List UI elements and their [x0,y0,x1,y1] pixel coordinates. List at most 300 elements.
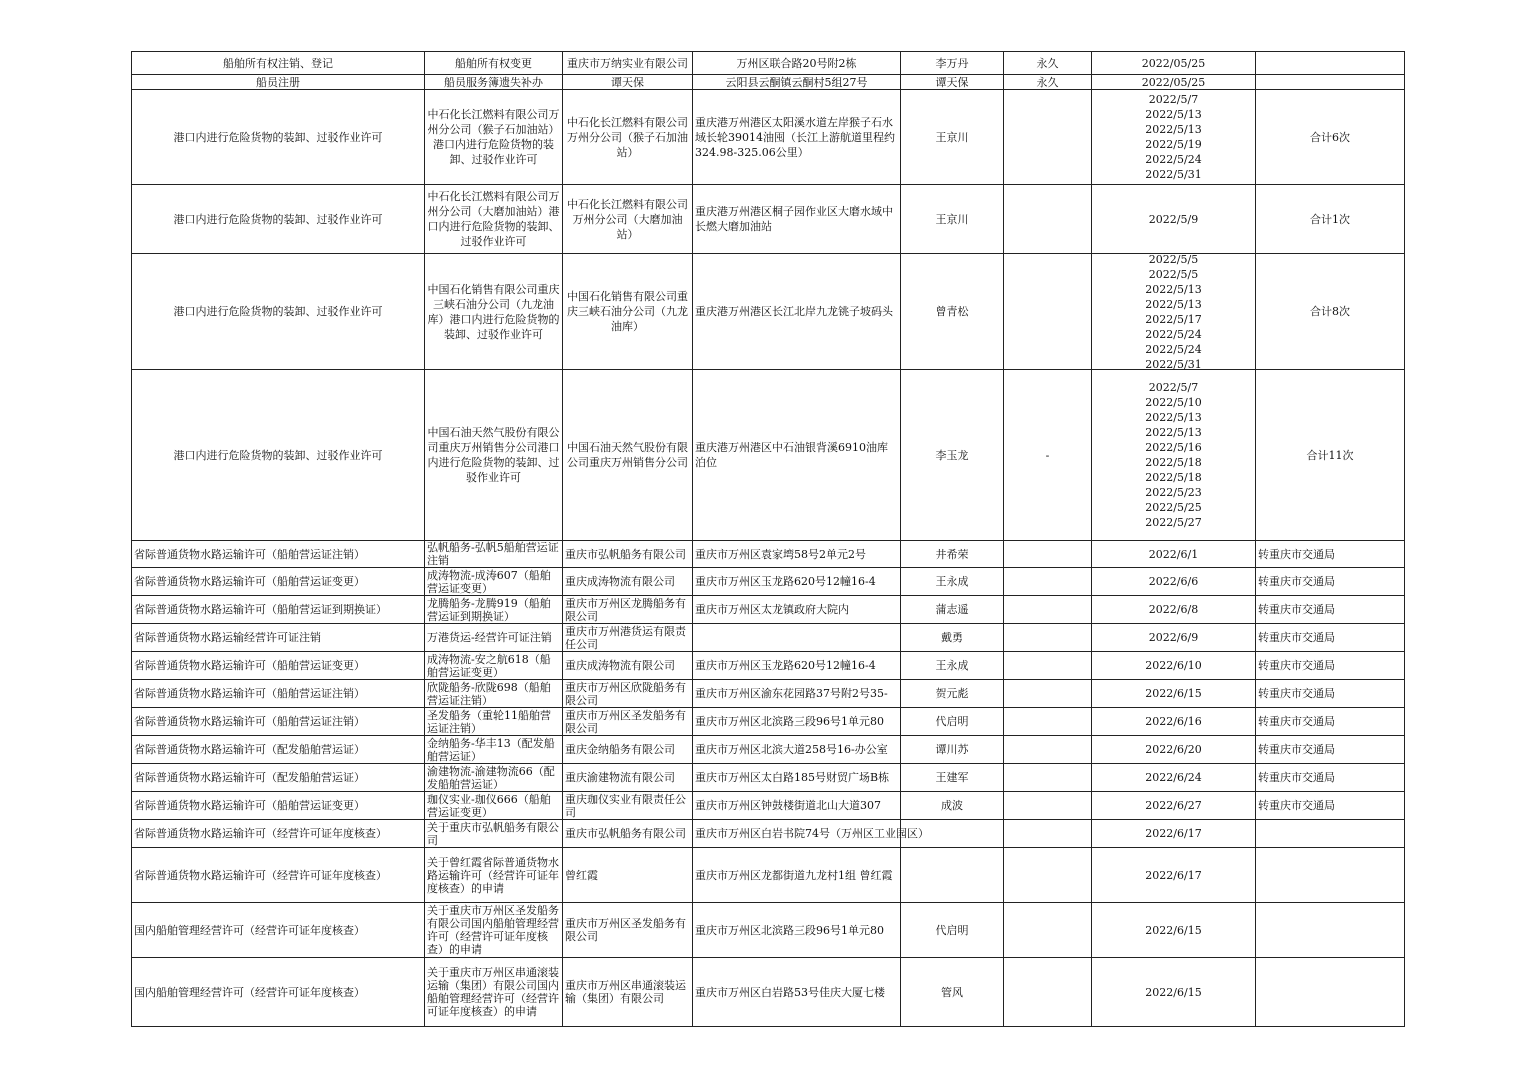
remark-text: 转重庆市交通局 [1258,547,1335,561]
item-name-cell [425,52,563,75]
address-cell [693,596,901,624]
remark-text: 转重庆市交通局 [1258,771,1335,784]
applicant-text: 重庆渝建物流有限公司 [565,771,675,784]
date-entry: 2022/5/18 [1145,471,1202,484]
remark-text: 转重庆市交通局 [1258,631,1335,644]
applicant-text: 重庆市万州港货运有限责任公司 [565,624,686,651]
date-entry: 2022/6/27 [1145,799,1202,812]
contact-cell [901,52,1004,75]
address-cell [693,370,901,541]
contact-cell [901,708,1004,736]
contact-text: 李万丹 [935,56,969,70]
remark-cell [1256,52,1405,75]
address-text: 重庆市万州区玉龙路620号12幢16-4 [695,575,876,588]
item-name-text: 珈仪实业-珈仪666（船舶营运证变更） [427,792,551,819]
item-name-text: 中石化长江燃料有限公司万州分公司（猴子石加油站）港口内进行危险货物的装卸、过驳作业许可 [427,108,560,166]
item-name-text: 船员服务簿遗失补办 [444,76,543,89]
applicant-cell [563,185,693,254]
applicant-text: 中国石油天然气股份有限公司重庆万州销售分公司 [567,441,688,469]
contact-cell [901,792,1004,820]
table-row [132,820,1405,848]
matter-type-text: 省际普通货物水路运输许可（经营许可证年度核查） [134,868,387,882]
remark-cell [1256,820,1405,848]
applicant-text: 重庆成涛物流有限公司 [565,575,675,588]
matter-type-text: 省际普通货物水路运输许可（配发船舶营运证） [134,771,365,784]
matter-type-cell [132,370,425,541]
contact-cell [901,958,1004,1027]
remark-cell [1256,185,1405,254]
date-entry: 2022/6/9 [1148,631,1199,644]
address-cell [693,958,901,1027]
date-entry: 2022/5/13 [1145,108,1202,121]
contact-cell [901,370,1004,541]
address-cell [693,764,901,792]
validity-cell [1004,624,1092,652]
remark-cell [1256,75,1405,90]
address-cell [693,820,929,848]
address-text: 重庆市万州区白岩路53号佳庆大厦七楼 [695,985,885,999]
item-name-text: 成涛物流-安之航618（船舶营运证变更） [427,652,551,679]
remark-cell [1256,792,1405,820]
date-entry: 2022/6/1 [1148,547,1199,561]
date-entry: 2022/5/13 [1145,297,1202,311]
date-entry: 2022/5/19 [1145,138,1202,151]
date-entry: 2022/5/18 [1145,456,1202,469]
table-row [132,680,1405,708]
contact-cell [901,541,1004,568]
date-cell [1092,736,1256,764]
contact-text: 蒲志遥 [935,603,969,616]
contact-text: 谭川苏 [935,743,969,756]
date-entry: 2022/5/24 [1145,327,1202,341]
validity-cell [1004,764,1092,792]
item-name-cell [425,370,563,541]
date-entry: 2022/5/9 [1148,212,1199,226]
applicant-text: 中石化长江燃料有限公司万州分公司（猴子石加油站） [567,115,688,159]
address-text: 重庆市万州区渝东花园路37号附2号35- [695,687,888,700]
table-row [132,90,1405,185]
table-row [132,792,1405,820]
matter-type-cell [132,903,425,958]
item-name-text: 龙腾船务-龙腾919（船舶营运证到期换证） [427,596,551,623]
remark-text: 合计11次 [1306,448,1354,462]
item-name-cell [425,848,563,903]
applicant-cell [563,792,693,820]
applicant-cell [563,568,693,596]
item-name-cell [425,820,563,848]
applicant-text: 重庆市弘帆船务有限公司 [565,547,686,561]
remark-cell [1256,708,1405,736]
matter-type-text: 省际普通货物水路运输许可（船舶营运证到期换证） [134,603,387,616]
applicant-cell [563,75,693,90]
date-cell [1092,958,1256,1027]
address-text: 重庆港万州港区长江北岸九龙铫子坡码头 [695,305,893,318]
date-entry: 2022/5/24 [1145,153,1202,166]
validity-cell [1004,568,1092,596]
address-cell [693,903,901,958]
matter-type-text: 省际普通货物水路运输许可（经营许可证年度核查） [134,827,387,840]
applicant-cell [563,848,693,903]
contact-cell [901,624,1004,652]
applicant-text: 曾红霞 [565,868,598,882]
matter-type-cell [132,254,425,370]
remark-cell [1256,958,1405,1027]
address-cell [693,736,901,764]
matter-type-text: 省际普通货物水路运输许可（船舶营运证注销） [134,547,365,561]
matter-type-cell [132,52,425,75]
matter-type-text: 船员注册 [256,76,300,89]
date-cell [1092,52,1256,75]
date-entry: 2022/5/5 [1148,267,1199,281]
address-text: 重庆市万州区太龙镇政府大院内 [695,603,849,616]
address-text: 重庆市万州区龙都街道九龙村1组 曾红霞 [695,868,893,882]
date-entry: 2022/5/13 [1145,411,1202,424]
date-cell [1092,848,1256,903]
item-name-cell [425,568,563,596]
date-entry: 2022/5/5 [1148,252,1199,266]
item-name-cell [425,736,563,764]
validity-cell [1004,792,1092,820]
address-text: 重庆市万州区袁家塆58号2单元2号 [695,547,866,561]
item-name-text: 万港货运-经营许可证注销 [427,631,552,644]
validity-cell [1004,185,1092,254]
contact-text: 成波 [941,799,963,812]
validity-cell [1004,736,1092,764]
address-cell [693,792,901,820]
matter-type-text: 省际普通货物水路运输许可（船舶营运证变更） [134,575,365,588]
applicant-cell [563,90,693,185]
address-text: 重庆市万州区北滨路三段96号1单元80 [695,715,884,728]
remark-text: 转重庆市交通局 [1258,687,1335,700]
matter-type-text: 国内船舶管理经营许可（经营许可证年度核查） [134,923,365,937]
item-name-cell [425,792,563,820]
remark-text: 转重庆市交通局 [1258,659,1335,672]
contact-text: 戴勇 [941,631,963,644]
applicant-text: 重庆市万州区圣发船务有限公司 [565,917,686,943]
matter-type-cell [132,736,425,764]
remark-cell [1256,568,1405,596]
validity-cell [1004,52,1092,75]
table-row [132,254,1405,370]
item-name-cell [425,596,563,624]
contact-text: 王永成 [935,659,969,672]
matter-type-cell [132,848,425,903]
date-entry: 2022/6/17 [1145,868,1202,882]
remark-cell [1256,764,1405,792]
address-text: 万州区联合路20号附2栋 [736,56,857,70]
matter-type-cell [132,75,425,90]
item-name-cell [425,541,563,568]
item-name-text: 欣陇船务-欣陇698（船舶营运证注销） [427,680,551,707]
matter-type-text: 省际普通货物水路运输许可（船舶营运证变更） [134,799,365,812]
matter-type-text: 省际普通货物水路运输许可（船舶营运证变更） [134,659,365,672]
contact-cell [901,848,1004,903]
applicant-cell [563,708,693,736]
matter-type-cell [132,90,425,185]
item-name-cell [425,958,563,1027]
date-entry: 2022/5/23 [1145,486,1202,499]
matter-type-text: 国内船舶管理经营许可（经营许可证年度核查） [134,985,365,999]
remark-cell [1256,624,1405,652]
applicant-text: 谭天保 [611,76,644,89]
item-name-cell [425,75,563,90]
contact-cell [901,764,1004,792]
table-row [132,624,1405,652]
contact-cell [901,90,1004,185]
matter-type-text: 港口内进行危险货物的装卸、过驳作业许可 [173,212,383,226]
address-text: 重庆市万州区太白路185号财贸广场B栋 [695,771,890,784]
contact-cell [901,75,1004,90]
contact-cell [901,652,1004,680]
item-name-cell [425,624,563,652]
contact-cell [901,185,1004,254]
date-cell [1092,624,1256,652]
address-text: 重庆市万州区钟鼓楼街道北山大道307 [695,799,881,812]
date-cell [1092,652,1256,680]
remark-cell [1256,848,1405,903]
validity-cell [1004,708,1092,736]
applicant-text: 重庆市万州区欣陇船务有限公司 [565,680,686,707]
date-entry: 2022/05/25 [1141,56,1206,70]
validity-cell [1004,903,1092,958]
item-name-text: 中国石油天然气股份有限公司重庆万州销售分公司港口内进行危险货物的装卸、过驳作业许可 [427,426,560,484]
date-entry: 2022/6/15 [1145,923,1202,937]
validity-cell [1004,596,1092,624]
contact-text: 代启明 [935,923,969,937]
date-cell [1092,596,1256,624]
contact-text: 井希荣 [935,547,969,561]
date-entry: 2022/5/31 [1145,357,1202,371]
remark-cell [1256,370,1405,541]
item-name-text: 渝建物流-渝建物流66（配发船舶营运证） [427,764,555,791]
table-row [132,75,1405,90]
contact-text: 王京川 [935,130,969,144]
address-cell [693,541,901,568]
date-cell [1092,680,1256,708]
applicant-text: 重庆金纳船务有限公司 [565,743,675,756]
table-row [132,52,1405,75]
item-name-cell [425,652,563,680]
remark-cell [1256,90,1405,185]
date-entry: 2022/5/7 [1148,381,1199,394]
matter-type-cell [132,820,425,848]
contact-text: 李玉龙 [935,448,969,462]
item-name-cell [425,708,563,736]
matter-type-text: 省际普通货物水路运输经营许可证注销 [134,631,321,644]
remark-cell [1256,903,1405,958]
date-entry: 2022/5/24 [1145,342,1202,356]
applicant-cell [563,541,693,568]
item-name-text: 中石化长江燃料有限公司万州分公司（大磨加油站）港口内进行危险货物的装卸、过驳作业许可 [427,190,560,248]
applicant-text: 重庆成涛物流有限公司 [565,659,675,672]
matter-type-text: 港口内进行危险货物的装卸、过驳作业许可 [173,130,383,144]
contact-text: 代启明 [935,715,969,728]
date-entry: 2022/5/13 [1145,123,1202,136]
address-text: 重庆市万州区北滨大道258号16-办公室 [695,743,888,756]
applicant-cell [563,652,693,680]
remark-text: 合计8次 [1310,305,1350,318]
item-name-text: 成涛物流-成涛607（船舶营运证变更） [427,568,551,595]
date-entry: 2022/5/7 [1148,93,1199,106]
date-cell [1092,820,1256,848]
date-cell [1092,75,1256,90]
item-name-cell [425,903,563,958]
applicant-text: 重庆市弘帆船务有限公司 [565,827,686,840]
date-entry: 2022/6/6 [1148,575,1199,588]
matter-type-text: 船舶所有权注销、登记 [223,56,333,70]
date-entry: 2022/6/17 [1145,827,1202,840]
date-entry: 2022/5/27 [1145,516,1202,529]
address-text: 云阳县云酮镇云酮村5组27号 [725,76,868,89]
validity-cell [1004,370,1092,541]
date-cell [1092,708,1256,736]
date-cell [1092,792,1256,820]
contact-text: 谭天保 [935,76,969,89]
date-entry: 2022/6/15 [1145,985,1202,999]
remark-cell [1256,652,1405,680]
matter-type-cell [132,680,425,708]
applicant-text: 重庆市万州区龙腾船务有限公司 [565,596,686,623]
validity-cell [1004,958,1092,1027]
matter-type-cell [132,541,425,568]
matter-type-cell [132,624,425,652]
item-name-text: 关于重庆市弘帆船务有限公司 [427,820,559,847]
date-entry: 2022/6/10 [1145,659,1202,672]
matter-type-cell [132,596,425,624]
applicant-text: 重庆市万州区串通滚装运输（集团）有限公司 [565,979,686,1005]
matter-type-text: 省际普通货物水路运输许可（船舶营运证注销） [134,715,365,728]
item-name-text: 关于重庆市万州区串通滚装运输（集团）有限公司国内船舶管理经营许可（经营许可证年度核查）的申请 [427,966,559,1018]
remark-text: 转重庆市交通局 [1258,799,1335,812]
date-entry: 2022/6/24 [1145,771,1202,784]
applicant-cell [563,680,693,708]
table-row [132,903,1405,958]
date-cell [1092,764,1256,792]
table-row [132,736,1405,764]
address-cell [693,568,901,596]
date-entry: 2022/6/8 [1148,603,1199,616]
matter-type-text: 省际普通货物水路运输许可（船舶营运证注销） [134,687,365,700]
validity-cell [1004,75,1092,90]
table-row [132,370,1405,541]
applicant-text: 中国石化销售有限公司重庆三峡石油分公司（九龙油库） [567,290,688,333]
applicant-cell [563,596,693,624]
table-row [132,958,1405,1027]
contact-cell [901,568,1004,596]
address-cell [693,52,901,75]
date-entry: 2022/6/16 [1145,715,1202,728]
table-row [132,652,1405,680]
item-name-cell [425,90,563,185]
contact-text: 王永成 [935,575,969,588]
matter-type-cell [132,568,425,596]
contact-text: 曾青松 [935,305,969,318]
remark-cell [1256,541,1405,568]
table-row [132,848,1405,903]
matter-type-text: 港口内进行危险货物的装卸、过驳作业许可 [173,305,383,318]
date-cell [1092,90,1256,185]
validity-cell [1004,90,1092,185]
address-cell [693,254,901,370]
table-row [132,185,1405,254]
permit-table [131,51,1405,1027]
address-cell [693,624,901,652]
validity-cell [1004,680,1092,708]
date-entry: 2022/6/20 [1145,743,1202,756]
validity-cell [1004,541,1092,568]
applicant-cell [563,736,693,764]
table-row [132,764,1405,792]
address-cell [693,652,901,680]
address-text: 重庆港万州港区太阳溪水道左岸猴子石水域长轮39014油囤（长江上游航道里程约324.98-325.06公里） [695,115,895,159]
applicant-cell [563,958,693,1027]
contact-text: 管风 [941,985,963,999]
validity-text: 永久 [1036,56,1059,70]
remark-text: 转重庆市交通局 [1258,603,1335,616]
date-entry: 2022/5/13 [1145,426,1202,439]
remark-text: 合计1次 [1310,212,1350,226]
table-row [132,568,1405,596]
item-name-text: 关于重庆市万州区圣发船务有限公司国内船舶管理经营许可（经营许可证年度核查）的申请 [427,904,559,956]
item-name-text: 圣发船务（重轮11船舶营运证注销） [427,708,551,735]
applicant-cell [563,52,693,75]
item-name-cell [425,764,563,792]
item-name-text: 船舶所有权变更 [455,56,532,70]
item-name-cell [425,680,563,708]
applicant-cell [563,370,693,541]
contact-text: 贺元彪 [935,687,969,700]
matter-type-cell [132,958,425,1027]
table-row [132,596,1405,624]
remark-cell [1256,596,1405,624]
validity-cell [1004,652,1092,680]
date-entry: 2022/6/15 [1145,687,1202,700]
address-text: 重庆市万州区玉龙路620号12幢16-4 [695,659,876,672]
applicant-text: 重庆珈仪实业有限责任公司 [565,792,686,819]
contact-cell [901,254,1004,370]
item-name-text: 金纳船务-华丰13（配发船舶营运证） [427,736,555,763]
address-text: 重庆市万州区北滨路三段96号1单元80 [695,923,884,937]
address-cell [693,848,901,903]
matter-type-text: 省际普通货物水路运输许可（配发船舶营运证） [134,743,365,756]
date-cell [1092,568,1256,596]
date-entry: 2022/5/31 [1145,168,1202,181]
matter-type-cell [132,652,425,680]
date-cell [1092,903,1256,958]
item-name-text: 弘帆船务-弘帆5船舶营运证注销 [427,541,559,567]
address-cell [693,680,901,708]
validity-text: 永久 [1036,76,1059,89]
date-cell [1092,370,1256,541]
applicant-text: 重庆市万州区圣发船务有限公司 [565,708,686,735]
validity-cell [1004,848,1092,903]
address-cell [693,75,901,90]
date-entry: 2022/5/13 [1145,282,1202,296]
contact-cell [901,680,1004,708]
validity-cell [1004,820,1092,848]
remark-cell [1256,736,1405,764]
applicant-cell [563,764,693,792]
address-cell [693,90,901,185]
date-cell [1092,541,1256,568]
matter-type-cell [132,764,425,792]
applicant-cell [563,254,693,370]
date-entry: 2022/5/10 [1145,396,1202,409]
address-text: 重庆市万州区白岩书院74号（万州区工业园区） [695,827,929,840]
contact-cell [901,903,1004,958]
item-name-text: 中国石化销售有限公司重庆三峡石油分公司（九龙油库）港口内进行危险货物的装卸、过驳作业许可 [427,282,560,341]
matter-type-cell [132,185,425,254]
